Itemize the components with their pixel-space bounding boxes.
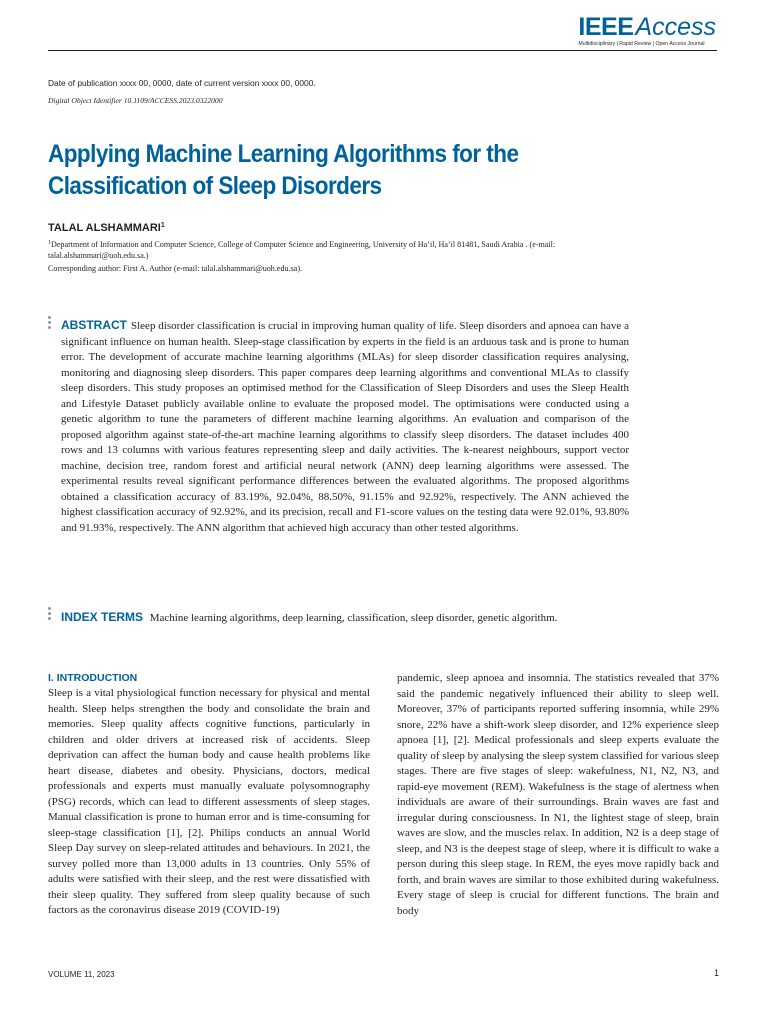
journal-logo: [578, 14, 716, 47]
author-name: [48, 222, 165, 234]
abstract-label: ABSTRACT: [61, 318, 127, 332]
affiliation-superscript: 1: [48, 240, 51, 246]
corresponding-author: Corresponding author: First A. Author (e-mail: talal.alshammari@uoh.edu.sa).: [48, 264, 303, 273]
index-terms-dots-icon: [48, 607, 52, 622]
logo-wordmark: [578, 14, 716, 40]
index-terms-label: INDEX TERMS: [61, 610, 144, 624]
publication-date: Date of publication xxxx 00, 0000, date of current version xxxx 00, 0000.: [48, 78, 316, 88]
logo-access-text: Access: [635, 13, 716, 41]
doi-line: Digital Object Identifier 10.1109/ACCESS.2023.0322000: [48, 96, 223, 105]
author-name-text: TALAL ALSHAMMARI: [48, 222, 161, 234]
section-heading-introduction: I. INTRODUCTION: [48, 672, 138, 684]
abstract-text: Sleep disorder classification is crucial in improving human quality of life. Sleep disorders and apnoea can have a significant influence on human health. Sleep-stage classification by experts in the field is an arduous task and is prone to human error. The development of accurate machine learning algorithms (MLAs) for sleep disorder classification requires analysing, monitoring and diagnosing sleep disorders. This paper compares deep learning algorithms and conventional MLAs to classify sleep disorders. This study proposes an optimised method for the Classification of Sleep Disorders and uses the Sleep Health and Lifestyle Dataset publicly available online to evaluate the proposed model. The optimisations were conducted using a genetic algorithm to tune the parameters of different machine learning algorithms. An evaluation and comparison of the proposed algorithm against state-of-the-art machine learning algorithms to classify sleep disorders. The dataset includes 400 rows and 13 columns with various features representing sleep and daily activities. The k-nearest neighbours, support vector machine, decision tree, random forest and artificial neural network (ANN) deep learning algorithms were assessed. The experimental results reveal significant performance differences between the evaluated algorithms. The proposed algorithms obtained a classification accuracy of 83.19%, 92.04%, 88.50%, 91.15% and 92.92%, respectively. The ANN achieved the highest classification accuracy of 92.92%, and its precision, recall and F1-score values on the testing data were 92.01%, 93.80% and 91.93%, respectively. The ANN algorithm that achieved high accuracy than other tested algorithms.: [61, 320, 629, 534]
page-number: 1: [713, 968, 719, 978]
author-superscript: 1: [160, 222, 165, 229]
index-terms-text: Machine learning algorithms, deep learning, classification, sleep disorder, genetic algorithm.: [149, 612, 558, 624]
footer-volume: VOLUME 11, 2023: [48, 970, 115, 979]
introduction-paragraph-right: pandemic, sleep apnoea and insomnia. The statistics revealed that 37% said the pandemic negatively influenced their ability to sleep well. Moreover, 37% of participants reported suffering insomnia, while 29% snore, 22% have a shift-work sleep disorder, and 12% experience sleep apnoea [1], [2]. Medical professionals and sleep experts evaluate the quality of sleep by analysing the sleep system classified for various sleep stages. There are five stages of sleep: wakefulness, N1, N2, N3, and rapid-eye movement (REM). Wakefulness is the stage of alertness when individuals are aware of their surroundings. Brain waves are fast and irregular during consciousness. In N1, the lightest stage of sleep, brain waves are slow, and the muscles relax. In addition, N2 is a deep stage of sleep, and N3 is the deepest stage of sleep, where it is difficult to wake a person during this sleep stage. In REM, the eyes move rapidly back and forth, and brain waves are similar to those exhibited during wakefulness. Every stage of sleep is crucial for different functions. The brain and body: [397, 672, 719, 917]
index-terms: [61, 609, 629, 626]
abstract-dots-icon: [48, 316, 52, 331]
body-column-right: [397, 670, 719, 919]
paper-title: Applying Machine Learning Algorithms for the Classification of Sleep Disorders: [48, 140, 519, 200]
logo-tagline: Multidisciplinary | Rapid Review | Open Access Journal: [578, 41, 705, 47]
body-column-left: [48, 670, 370, 919]
introduction-paragraph-left: Sleep is a vital physiological function necessary for physical and mental health. Sleep helps strengthen the body and consolidate the brain and memories. Sleep quality affects cognitive functions, particularly in children and older drivers at increased risk of accidents. Sleep deprivation can affect the human body and cause health problems like heart disease, diabetes and obesity. Physicians, doctors, medical professionals and experts must manually evaluate polysomnography (PSG) records, which can lead to different assessments of sleep stages. Manual classification is prone to human error and is time-consuming for sleep-stage classification [1], [2]. Philips conducts an annual World Sleep Day survey on sleep-related attitudes and behaviours. In 2021, the survey polled more than 13,000 adults in 13 countries. Only 55% of adults were satisfied with their sleep, and the rest were dissatisfied with their sleep quality. They suffered from sleep quality because of such factors as the coronavirus disease 2019 (COVID-19): [48, 687, 370, 916]
header-rule: [48, 50, 717, 51]
abstract: [61, 318, 629, 536]
logo-ieee-text: IEEE: [578, 13, 634, 41]
affiliation-text: Department of Information and Computer Science, College of Computer Science and Engineering, University of Ha’il, Ha’il 81481, Saudi Arabia . (e-mail: talal.alshammari@uoh.edu.sa.): [48, 240, 556, 260]
author-affiliation: [48, 238, 648, 261]
